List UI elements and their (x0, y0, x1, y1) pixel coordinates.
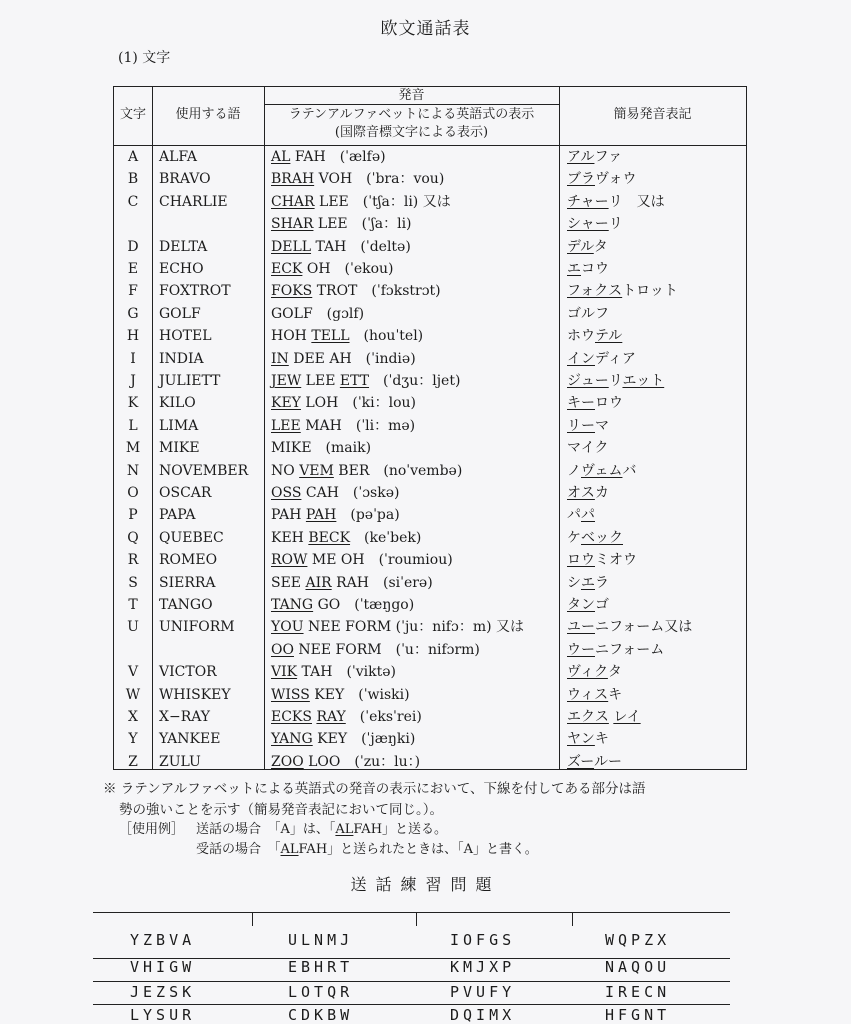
row-word: ROMEO (159, 552, 218, 569)
row-latin-pron: OO NEE FORM (ˈu：nifɔrm) (271, 641, 480, 658)
row-latin-pron: GOLF (gɔlf) (271, 305, 365, 322)
row-simple-pron: ノヴェムバ (567, 462, 637, 479)
row-word: SIERRA (159, 574, 216, 591)
practice-divider (252, 912, 253, 926)
row-simple-pron: タンゴ (567, 597, 609, 613)
table-row (114, 168, 748, 190)
row-letter: M (125, 440, 141, 457)
example-label: ［使用例］ (119, 822, 185, 837)
row-latin-pron: IN DEE AH (ˈindiə) (271, 350, 416, 367)
row-word: TANGO (159, 597, 213, 613)
row-letter: T (128, 597, 138, 613)
row-simple-pron: ズールー (567, 753, 623, 770)
row-simple-pron: ヴィクタ (567, 664, 622, 681)
example-send: 送話の場合 「A」は、「ALFAH」と送る。 (196, 822, 448, 837)
row-word: BRAVO (159, 171, 211, 188)
row-letter: Y (128, 731, 138, 748)
row-simple-pron: チャーリ 又は (567, 193, 665, 210)
row-letter: R (127, 552, 139, 569)
row-simple-pron: キーロウ (567, 395, 623, 412)
row-word: DELTA (159, 238, 208, 255)
table-row (114, 572, 748, 594)
phonetic-alphabet-table (113, 86, 747, 770)
row-latin-pron: BRAH VOH (ˈbra：vou) (271, 171, 445, 188)
row-letter: I (130, 350, 136, 367)
row-word: X−RAY (159, 709, 211, 725)
practice-item: WQPZX (605, 931, 671, 949)
row-latin-pron: KEH BECK (keˈbek) (271, 529, 422, 546)
row-word: PAPA (159, 507, 196, 524)
row-latin-pron: NO VEM BER (noˈvembə) (271, 462, 463, 479)
row-latin-pron: YOU NEE FORM (ˈju：nifɔ：m) 又は (271, 619, 525, 636)
row-simple-pron: シエラ (567, 574, 609, 591)
row-letter: H (126, 328, 140, 345)
table-row (114, 460, 748, 482)
row-letter: E (127, 261, 139, 277)
row-letter: K (127, 395, 139, 412)
row-letter: D (127, 238, 139, 255)
row-letter: L (128, 417, 138, 434)
row-latin-pron: MIKE (maik) (271, 440, 372, 457)
row-letter: V (127, 664, 139, 681)
practice-item: IRECN (605, 983, 671, 1001)
table-row (114, 258, 748, 280)
note-line-1 (103, 777, 646, 797)
practice-item: IOFGS (450, 931, 516, 949)
row-letter: J (130, 373, 136, 389)
practice-item: YZBVA (130, 931, 196, 949)
row-latin-pron: JEW LEE ETT (ˈdʒu：ljet) (271, 373, 461, 389)
row-simple-pron: ジューリエット (567, 373, 665, 389)
row-latin-pron: KEY LOH (ˈki：lou) (271, 395, 417, 412)
row-latin-pron: PAH PAH (pəˈpa) (271, 507, 400, 524)
table-row (114, 661, 748, 683)
row-letter: X (128, 709, 138, 725)
row-letter: C (127, 193, 139, 210)
row-latin-pron: AL FAH (ˈælfə) (271, 149, 386, 165)
row-letter: Q (127, 529, 139, 546)
row-latin-pron: WISS KEY (ˈwiski) (271, 686, 410, 703)
row-simple-pron: リーマ (567, 417, 609, 434)
practice-item: LYSUR (130, 1006, 196, 1024)
table-divider (264, 104, 559, 105)
row-latin-pron: DELL TAH (ˈdeltə) (271, 238, 411, 255)
row-word: CHARLIE (159, 193, 228, 210)
table-row (114, 706, 748, 728)
row-word: HOTEL (159, 328, 212, 345)
row-simple-pron: インディア (567, 350, 636, 367)
table-row (114, 236, 748, 258)
row-simple-pron: フォクストロット (567, 283, 678, 300)
table-row (114, 146, 748, 168)
table-row (114, 213, 748, 235)
row-word: NOVEMBER (159, 462, 249, 479)
row-latin-pron: SEE AIR RAH (siˈerə) (271, 574, 433, 591)
row-simple-pron: アルファ (567, 149, 623, 165)
row-letter: P (128, 507, 138, 524)
practice-item: PVUFY (450, 983, 516, 1001)
table-row (114, 684, 748, 706)
note-line-2: 勢の強いことを示す（簡易発音表記において同じ。）。 (119, 802, 443, 818)
row-latin-pron: ZOO LOO (ˈzu：lu：) (271, 753, 421, 770)
row-simple-pron: エコウ (567, 261, 609, 277)
header-pronunciation: 発音 (398, 88, 425, 103)
practice-divider (416, 912, 417, 926)
row-latin-pron: LEE MAH (ˈli：mə) (271, 417, 416, 434)
row-word: WHISKEY (159, 686, 231, 703)
practice-divider (572, 912, 573, 926)
table-row (114, 437, 748, 459)
table-row (114, 191, 748, 213)
table-row (114, 751, 748, 773)
header-ipa: (国際音標文字による表示) (334, 125, 489, 140)
practice-item: VHIGW (130, 958, 196, 976)
table-row (114, 594, 748, 616)
row-word: GOLF (159, 305, 201, 322)
table-row (114, 504, 748, 526)
row-simple-pron: ホウテル (567, 328, 623, 345)
header-latin: ラテンアルファベットによる英語式の表示 (288, 107, 535, 122)
row-latin-pron: CHAR LEE (ˈtʃa：li) 又は (271, 193, 451, 210)
row-word: QUEBEC (159, 529, 224, 546)
row-latin-pron: SHAR LEE (ˈʃa：li) (271, 216, 412, 233)
row-latin-pron: HOH TELL (houˈtel) (271, 328, 424, 345)
table-row (114, 415, 748, 437)
row-latin-pron: ROW ME OH (ˈroumiou) (271, 552, 453, 569)
row-word: VICTOR (159, 664, 217, 681)
table-row (114, 616, 748, 638)
row-simple-pron: ブラヴォウ (567, 171, 637, 188)
practice-item: CDKBW (288, 1006, 354, 1024)
row-letter: B (127, 171, 139, 188)
row-latin-pron: FOKS TROT (ˈfɔkstrɔt) (271, 283, 441, 300)
practice-title: 送話練習問題 (350, 875, 501, 894)
row-word: UNIFORM (159, 619, 235, 636)
row-word: LIMA (159, 417, 199, 434)
row-simple-pron: ゴルフ (567, 305, 609, 322)
table-row (114, 639, 748, 661)
row-latin-pron: TANG GO (ˈtæŋgo) (271, 597, 415, 613)
section-heading: (1) 文字 (118, 50, 171, 66)
table-row (114, 280, 748, 302)
row-letter: N (126, 462, 140, 479)
row-latin-pron: YANG KEY (ˈjæŋki) (271, 731, 416, 748)
row-simple-pron: ユーニフォーム又は (567, 619, 693, 636)
header-simple: 簡易発音表記 (613, 107, 692, 122)
table-row (114, 549, 748, 571)
table-row (114, 325, 748, 347)
practice-item: ULNMJ (288, 931, 354, 949)
row-letter: W (125, 686, 141, 703)
practice-rule (93, 912, 730, 913)
row-latin-pron: VIK TAH (ˈviktə) (271, 664, 397, 681)
table-row (114, 482, 748, 504)
row-letter: F (128, 283, 138, 300)
practice-item: HFGNT (605, 1006, 671, 1024)
header-letter: 文字 (119, 107, 146, 122)
practice-item: EBHRT (288, 958, 354, 976)
table-row (114, 392, 748, 414)
row-simple-pron: オスカ (567, 485, 609, 501)
row-word: FOXTROT (159, 283, 231, 300)
table-row (114, 370, 748, 392)
row-word: INDIA (159, 350, 204, 367)
row-letter: Z (128, 753, 138, 770)
practice-rule (93, 981, 730, 982)
example-receive: 受話の場合 「ALFAH」と送られたときは、「A」と書く。 (196, 842, 538, 857)
practice-item: JEZSK (130, 983, 196, 1001)
practice-item: LOTQR (288, 983, 354, 1001)
row-latin-pron: OSS CAH (ˈɔskə) (271, 485, 400, 501)
practice-item: DQIMX (450, 1006, 516, 1024)
row-word: KILO (159, 395, 196, 412)
row-word: ALFA (159, 149, 198, 165)
row-letter: O (127, 485, 139, 501)
table-row (114, 348, 748, 370)
row-simple-pron: ウィスキ (567, 686, 623, 703)
note-text-1: ラテンアルファベットによる英語式の発音の表示において、下線を付してある部分は語 (120, 781, 646, 797)
page-title: 欧文通話表 (380, 19, 471, 39)
row-word: MIKE (159, 440, 200, 457)
table-row (114, 728, 748, 750)
table-row (114, 527, 748, 549)
table-row (114, 303, 748, 325)
row-word: ZULU (159, 753, 201, 770)
row-simple-pron: マイク (567, 440, 609, 457)
row-word: ECHO (159, 261, 204, 277)
row-latin-pron: ECKS RAY (ˈeksˈrei) (271, 709, 422, 725)
row-simple-pron: ケベック (567, 529, 623, 546)
row-word: YANKEE (159, 731, 221, 748)
row-latin-pron: ECK OH (ˈekou) (271, 261, 394, 277)
row-word: JULIETT (159, 373, 221, 389)
practice-rule (93, 1004, 730, 1005)
row-letter: U (127, 619, 139, 636)
row-letter: A (127, 149, 139, 165)
practice-item: KMJXP (450, 958, 516, 976)
row-simple-pron: デルタ (567, 238, 608, 255)
header-word: 使用する語 (175, 107, 241, 122)
row-simple-pron: ウーニフォーム (567, 641, 665, 658)
row-simple-pron: パパ (567, 507, 595, 524)
row-simple-pron: エクス レイ (567, 709, 641, 725)
row-simple-pron: ヤンキ (567, 731, 609, 748)
row-word: OSCAR (159, 485, 212, 501)
row-simple-pron: シャーリ (567, 216, 623, 233)
row-letter: G (127, 305, 139, 322)
row-simple-pron: ロウミオウ (567, 552, 637, 569)
note-mark: ※ (103, 781, 117, 797)
practice-item: NAQOU (605, 958, 671, 976)
row-letter: S (128, 574, 138, 591)
